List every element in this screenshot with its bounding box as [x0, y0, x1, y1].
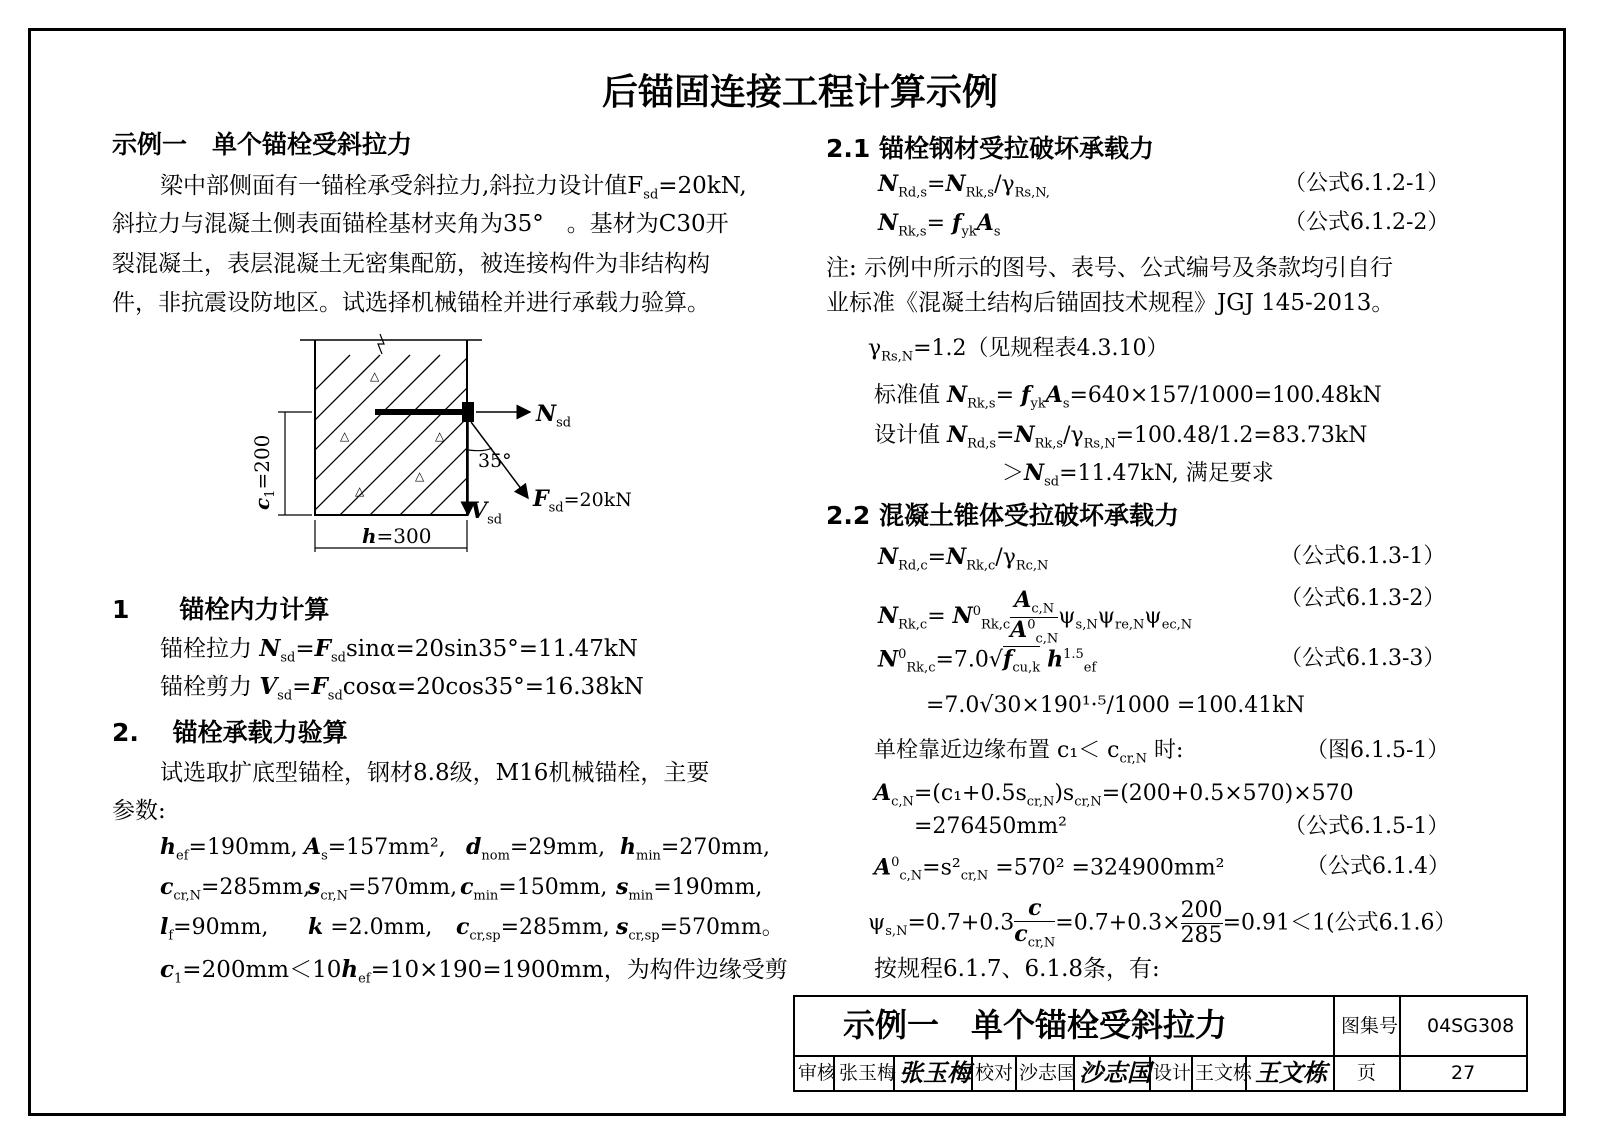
design-name: 王文栋 — [1195, 1062, 1253, 1084]
figure-ref: （图6.1.5-1） — [1306, 738, 1450, 763]
formula-ref-2: （公式6.1.2-2） — [1284, 210, 1450, 235]
page-number: 27 — [1451, 1062, 1476, 1084]
design-label: 设计 — [1153, 1062, 1192, 1084]
anchor-diagram — [240, 330, 640, 560]
figure-label-h: h=300 — [362, 524, 432, 548]
formula-ref-6: （公式6.1.5-1） — [1284, 814, 1450, 839]
figure-label-nsd: $N_{sd}$ — [536, 401, 572, 431]
svg-text:△: △ — [340, 429, 350, 443]
param-scrn: $s_{cr,N}=570mm$, — [308, 874, 458, 904]
gamma-line: $\gamma_{Rs,N}=1.2$（见规程表4.3.10） — [868, 336, 1169, 365]
psi-line: $\psi_{s,N}=0.7+0.3$ c $c_{cr,N}$ =0.7+0.3× $\frac{200}{285}$ =0.91＜1(公式6.1.6） — [868, 895, 1457, 951]
design-value-line: 设计值 $N_{Rd,s}=N_{Rk,s}/\gamma_{Rs,N}=100.48/1.2=83.73kN$ — [874, 422, 1368, 452]
edge-check-line: $c_1=200mm<10h_{ef}=10\times 190=1900mm$，为构件边缘受剪 — [160, 956, 788, 987]
svg-text:△: △ — [355, 484, 365, 498]
review-name: 张玉梅 — [839, 1062, 897, 1084]
param-lf: $l_f=90mm$, — [160, 914, 269, 944]
section-2-1-heading: 2.1 锚栓钢材受拉破坏承载力 — [826, 134, 1154, 163]
intro-line-3: 裂混凝土，表层混凝土无密集配筋，被连接构件为非结构构 — [112, 251, 710, 277]
atlas-label: 图集号 — [1341, 1015, 1399, 1037]
edge-condition-line: 单栓靠近边缘布置 $c_1< c_{cr,N}$ 时: — [874, 738, 1184, 767]
param-hef: $h_{ef}=190mm$, — [160, 834, 298, 864]
intro-line-4: 件，非抗震设防地区。试选择机械锚栓并进行承载力验算。 — [112, 290, 710, 316]
tension-line: 锚栓拉力 $N_{sd}=F_{sd}\sin\alpha=20\sin 35^\circ=11.47kN$ — [160, 635, 638, 666]
svg-text:△: △ — [370, 369, 380, 383]
review-signature: 张玉梅 — [899, 1058, 971, 1087]
formula-nrkc: $N_{Rk,c}= N^0_{Rk,c}$ $\frac{A_{c,N}}{A^0_{c,N}}$ $\psi_{s,N}\psi_{re,N}\psi_{ec,N}$ — [878, 587, 1193, 647]
acn-result: =276450mm² — [914, 814, 1067, 839]
example-heading: 示例一 单个锚栓受斜拉力 — [112, 130, 413, 159]
param-cmin: $c_{min}=150mm$, — [460, 874, 608, 904]
param-scrsp: $s_{cr,sp}=570mm$。 — [616, 914, 784, 944]
page-label: 页 — [1357, 1062, 1377, 1084]
formula-ref-1: （公式6.1.2-1） — [1284, 171, 1450, 196]
formula-ref-4: （公式6.1.3-2） — [1280, 586, 1446, 611]
section-2-2-heading: 2.2 混凝土锥体受拉破坏承载力 — [826, 501, 1179, 530]
section-2-text-2: 参数: — [112, 798, 166, 824]
formula-ref-5: （公式6.1.3-3） — [1280, 646, 1446, 671]
signature-row — [795, 1055, 1526, 1092]
design-signature: 王文栋 — [1255, 1058, 1327, 1087]
check-label: 校对 — [975, 1062, 1014, 1084]
param-dnom: $d_{nom}=29mm$, — [466, 834, 606, 864]
check-signature: 沙志国 — [1079, 1058, 1151, 1087]
svg-text:△: △ — [435, 429, 445, 443]
formula-nrdc: $N_{Rd,c}=N_{Rk,c}/\gamma_{Rc,N}$ — [878, 544, 1049, 574]
figure-label-vsd: $V_{sd}$ — [470, 498, 503, 528]
acn0-line: $A^0_{c,N}=s^2_{cr,N} =570^2 =324900mm^2$ — [874, 854, 1225, 884]
clause-line: 按规程6.1.7、6.1.8条，有: — [874, 956, 1160, 982]
param-hmin: $h_{min}=270mm$, — [620, 834, 770, 864]
shear-line: 锚栓剪力 $V_{sd}=F_{sd}\cos\alpha=20\cos 35^\circ=16.38kN$ — [160, 673, 644, 704]
formula-ref-7: （公式6.1.4） — [1306, 854, 1450, 879]
note-line-2: 业标准《混凝土结构后锚固技术规程》JGJ 145-2013。 — [826, 290, 1395, 316]
formula-ref-3: （公式6.1.3-1） — [1280, 544, 1446, 569]
title-block-title: 示例一 单个锚栓受斜拉力 — [843, 1006, 1228, 1044]
param-smin: $s_{min}=190mm$, — [616, 874, 763, 904]
review-label: 审核 — [798, 1062, 837, 1084]
formula-nrkc0-value: =7.0√30×190¹·⁵/1000 =100.41kN — [926, 693, 1305, 718]
section-1-heading: 1 锚栓内力计算 — [112, 595, 330, 624]
title-block — [793, 995, 1528, 1092]
formula-nrks: $N_{Rk,s}= f_{yk}A_s$ — [878, 210, 1001, 240]
intro-line-1: 梁中部侧面有一锚栓承受斜拉力,斜拉力设计值$F_{sd}=20kN$, — [160, 173, 747, 203]
svg-text:△: △ — [415, 469, 425, 483]
figure-label-c1: $c_1=200$ — [250, 434, 278, 510]
check-name: 沙志国 — [1019, 1062, 1077, 1084]
page-title: 后锚固连接工程计算示例 — [601, 72, 998, 113]
param-ccrn: $c_{cr,N}=285mm$, — [160, 874, 311, 904]
formula-nrds: $N_{Rd,s}=N_{Rk,s}/\gamma_{Rs,N,}$ — [878, 171, 1050, 201]
formula-nrkc0: $N^0_{Rk,c}=7.0√f_{cu,k}$ $h^{1.5}_{ef}$ — [878, 646, 1097, 676]
standard-value-line: 标准值 $N_{Rk,s}= f_{yk}A_s=640\times 157/1000=100.48kN$ — [874, 382, 1382, 412]
param-as: $A_s=157mm^2$, — [304, 834, 446, 864]
note-line-1: 注: 示例中所示的图号、表号、公式编号及条款均引自行 — [826, 255, 1394, 281]
intro-line-2: 斜拉力与混凝土侧表面锚栓基材夹角为35° 。基材为C30开 — [112, 211, 729, 237]
param-k: k =2.0mm, — [308, 914, 433, 940]
section-2-text-1: 试选取扩底型锚栓，钢材8.8级，M16机械锚栓，主要 — [160, 760, 710, 786]
section-2-heading: 2. 锚栓承载力验算 — [112, 718, 348, 747]
figure-label-angle: 35° — [478, 450, 512, 472]
atlas-number: 04SG308 — [1427, 1015, 1515, 1037]
param-ccrsp: $c_{cr,sp}=285mm$, — [456, 914, 610, 944]
acn-line: $A_{c,N}=(c_1+0.5s_{cr,N})s_{cr,N}=(200+0.5\times 570)\times 570$ — [874, 780, 1354, 810]
design-check-line: $>N_{sd}=11.47kN$, 满足要求 — [1002, 460, 1274, 490]
figure-label-fsd: $F_{sd}=20kN$ — [533, 486, 632, 516]
